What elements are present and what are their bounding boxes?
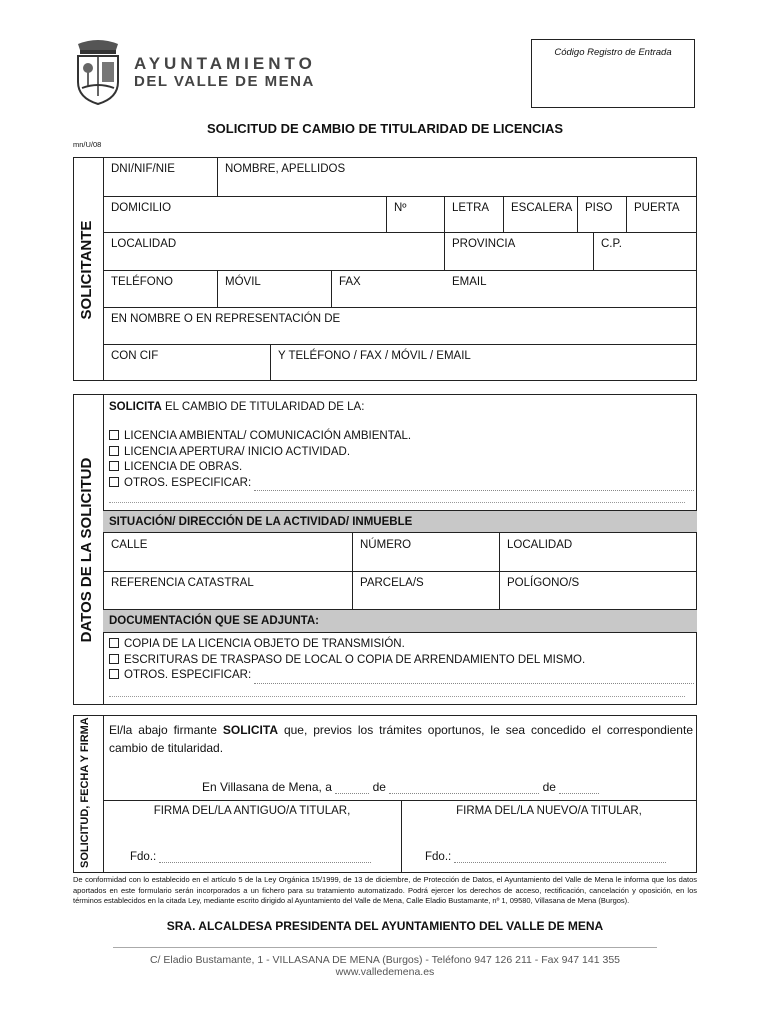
- situacion-header: SITUACIÓN/ DIRECCIÓN DE LA ACTIVIDAD/ INMUEBLE: [103, 510, 697, 533]
- piso-field[interactable]: PISO: [585, 202, 613, 214]
- checkbox-icon[interactable]: [109, 446, 119, 456]
- representacion-field[interactable]: EN NOMBRE O EN REPRESENTACIÓN DE: [111, 313, 341, 325]
- form-code: mn/U/08: [73, 140, 102, 149]
- firma-label: SOLICITUD, FECHA Y FIRMA: [79, 717, 91, 868]
- option-otros[interactable]: OTROS. ESPECIFICAR:: [109, 476, 694, 492]
- otros-specify-line[interactable]: [109, 502, 685, 503]
- checkbox-icon[interactable]: [109, 638, 119, 648]
- calle-field[interactable]: CALLE: [111, 539, 148, 551]
- escalera-field[interactable]: ESCALERA: [511, 202, 573, 214]
- nombre-field[interactable]: NOMBRE, APELLIDOS: [225, 163, 346, 175]
- option-apertura[interactable]: LICENCIA APERTURA/ INICIO ACTIVIDAD.: [109, 445, 694, 461]
- cp-field[interactable]: C.P.: [601, 238, 622, 250]
- doc-escrituras[interactable]: ESCRITURAS DE TRASPASO DE LOCAL O COPIA DE ARRENDAMIENTO DEL MISMO.: [109, 653, 694, 669]
- fdo-nuevo[interactable]: Fdo.:: [425, 851, 666, 863]
- checkbox-icon[interactable]: [109, 669, 119, 679]
- puerta-field[interactable]: PUERTA: [634, 202, 680, 214]
- fax-field[interactable]: FAX: [339, 276, 361, 288]
- date-line[interactable]: En Villasana de Mena, a de de: [202, 780, 599, 794]
- numero-field[interactable]: Nº: [394, 202, 407, 214]
- cif-field[interactable]: CON CIF: [111, 350, 159, 362]
- addressee: SRA. ALCALDESA PRESIDENTA DEL AYUNTAMIENTO DEL VALLE DE MENA: [166, 919, 604, 933]
- datos-label: DATOS DE LA SOLICITUD: [78, 457, 95, 643]
- contacto-field[interactable]: Y TELÉFONO / FAX / MÓVIL / EMAIL: [278, 350, 471, 362]
- checkbox-icon[interactable]: [109, 461, 119, 471]
- option-obras[interactable]: LICENCIA DE OBRAS.: [109, 460, 694, 476]
- movil-field[interactable]: MÓVIL: [225, 276, 261, 288]
- doc-options: [109, 637, 694, 684]
- firma-text: El/la abajo firmante SOLICITA que, previos los trámites oportunos, le sea concedido el correspondiente cambio de titularidad.: [109, 723, 693, 755]
- localidad-field[interactable]: LOCALIDAD: [111, 238, 177, 250]
- telefono-field[interactable]: TELÉFONO: [111, 276, 173, 288]
- solicitante-label: SOLICITANTE: [78, 220, 95, 320]
- firma-nuevo-label: FIRMA DEL/LA NUEVO/A TITULAR,: [456, 805, 642, 817]
- registry-box: [531, 39, 695, 108]
- org-name-line1: AYUNTAMIENTO: [134, 54, 316, 73]
- doc-otros[interactable]: OTROS. ESPECIFICAR:: [109, 668, 694, 684]
- footer-divider: [113, 947, 657, 948]
- checkbox-icon[interactable]: [109, 477, 119, 487]
- parcela-field[interactable]: PARCELA/S: [360, 577, 424, 589]
- doc-specify-line[interactable]: [109, 696, 685, 697]
- email-field[interactable]: EMAIL: [452, 276, 487, 288]
- coat-of-arms-logo: [70, 38, 126, 106]
- checkbox-icon[interactable]: [109, 654, 119, 664]
- letra-field[interactable]: LETRA: [452, 202, 490, 214]
- checkbox-icon[interactable]: [109, 430, 119, 440]
- poligono-field[interactable]: POLÍGONO/S: [507, 577, 580, 589]
- solicita-bold: SOLICITA: [109, 401, 162, 413]
- provincia-field[interactable]: PROVINCIA: [452, 238, 516, 250]
- form-title: SOLICITUD DE CAMBIO DE TITULARIDAD DE LICENCIAS: [206, 121, 564, 136]
- license-options: [109, 429, 694, 491]
- option-ambiental[interactable]: LICENCIA AMBIENTAL/ COMUNICACIÓN AMBIENTAL.: [109, 429, 694, 445]
- solicita-line: [109, 400, 364, 416]
- org-name-line2: DEL VALLE DE MENA: [134, 73, 315, 90]
- doc-header: DOCUMENTACIÓN QUE SE ADJUNTA:: [103, 609, 697, 633]
- ref-catastral-field[interactable]: REFERENCIA CATASTRAL: [111, 577, 254, 589]
- solicita-rest: EL CAMBIO DE TITULARIDAD DE LA:: [161, 401, 365, 413]
- dni-field[interactable]: DNI/NIF/NIE: [111, 163, 175, 175]
- registry-label: Código Registro de Entrada: [554, 47, 672, 58]
- numero-actividad-field[interactable]: NÚMERO: [360, 539, 412, 551]
- legal-notice: De conformidad con lo establecido en el artículo 5 de la Ley Orgánica 15/1999, de 13 de diciembre, de Protección de Datos, el Ayuntamiento del Valle de Mena le informa que los datos aportados en este formulario serán incorporados a un fichero para su tratamiento automatizado. Podrá ejercer los derechos de acceso, rectificación, cancelación y oposición, en los términos establecidos en la citada Ley, mediante escrito dirigido al Ayuntamiento del Valle de Mena, Calle Eladio Bustamante, nº 1, 09580, Villasana de Mena (Burgos).: [73, 875, 697, 905]
- fdo-antiguo[interactable]: Fdo.:: [130, 851, 371, 863]
- doc-copia-licencia[interactable]: COPIA DE LA LICENCIA OBJETO DE TRANSMISIÓN.: [109, 637, 694, 653]
- firma-antiguo-label: FIRMA DEL/LA ANTIGUO/A TITULAR,: [153, 805, 351, 817]
- domicilio-field[interactable]: DOMICILIO: [111, 202, 172, 214]
- website[interactable]: www.valledemena.es: [335, 966, 435, 978]
- localidad-actividad-field[interactable]: LOCALIDAD: [507, 539, 573, 551]
- address: C/ Eladio Bustamante, 1 - VILLASANA DE MENA (Burgos) - Teléfono 947 126 211 - Fax 947 141 355: [149, 954, 621, 966]
